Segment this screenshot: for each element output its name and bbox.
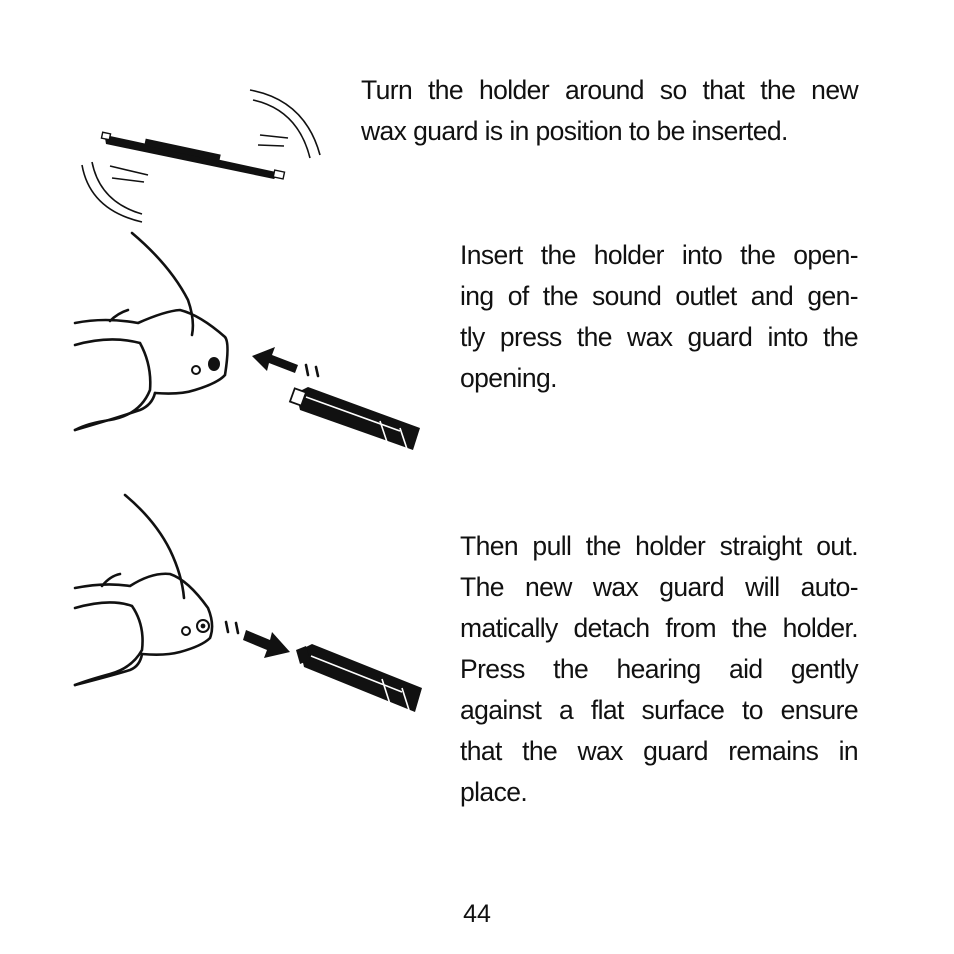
pull-arrow-icon	[226, 622, 290, 658]
hearing-aid-icon	[75, 495, 212, 685]
rotation-arc-bottom-icon	[82, 162, 148, 222]
step-3-line: against a flat surface to ensure	[460, 695, 858, 725]
wax-guard-holder-icon	[101, 132, 284, 179]
step-3-line: Then pull the holder straight out.	[460, 531, 858, 561]
step-3-line: matically detach from the holder.	[460, 613, 858, 643]
step-1-text	[361, 70, 858, 152]
step-3-line: Press the hearing aid gently	[460, 654, 858, 684]
hearing-aid-icon	[75, 233, 228, 430]
step-2-line: opening.	[460, 363, 557, 393]
step-2-line: Insert the holder into the open-	[460, 240, 858, 270]
sound-outlet-icon	[182, 620, 209, 635]
step-1-line: Turn the holder around so that the new	[361, 75, 858, 105]
rotating-holder-illustration	[70, 80, 340, 240]
wax-guard-holder-icon	[296, 644, 422, 712]
step-2-text	[460, 235, 858, 399]
step-2-line: ing of the sound outlet and gen-	[460, 281, 858, 311]
page-number: 44	[463, 900, 491, 928]
step-3-line: place.	[460, 777, 528, 807]
step-3-line: that the wax guard remains in	[460, 736, 858, 766]
insert-holder-illustration	[70, 225, 440, 465]
step-2-line: tly press the wax guard into the	[460, 322, 858, 352]
step-3-text	[460, 526, 858, 813]
wax-guard-holder-icon	[290, 387, 420, 450]
step-1-line: wax guard is in position to be inserted.	[361, 116, 788, 146]
rotation-arc-top-icon	[250, 90, 320, 158]
pull-holder-illustration	[70, 490, 440, 730]
insert-arrow-icon	[252, 347, 318, 376]
step-3-line: The new wax guard will auto-	[460, 572, 858, 602]
sound-outlet-icon	[192, 357, 220, 374]
